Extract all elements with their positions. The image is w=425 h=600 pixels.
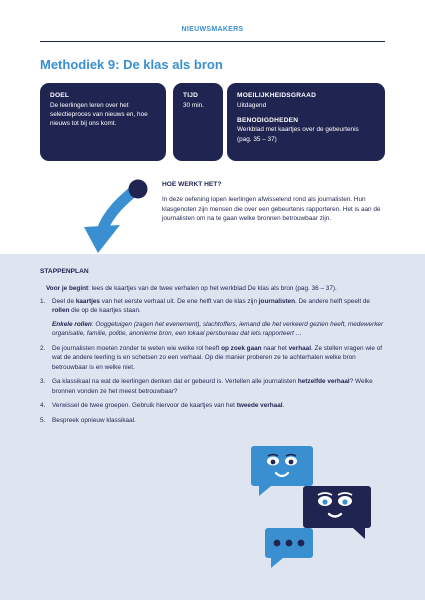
step-text: Deel de <box>52 298 76 305</box>
difficulty-value: Uitdagend <box>237 101 267 109</box>
step-text: ? Welke bronnen vonden ze het meest betrouwbaar? <box>52 378 373 395</box>
step-text: De journalisten moeten zonder te weten wie welke rol heeft <box>52 344 222 352</box>
roles-note <box>52 320 385 339</box>
goal-label: DOEL <box>50 92 70 99</box>
goal-card <box>40 83 166 161</box>
how-title: HOE WERKT HET? <box>162 181 222 188</box>
step-number: 4. <box>40 402 46 410</box>
step-text: . Ze stellen vragen wie of wat de andere leerling is en schetsen zo een verhaal. Op die manier proberen ze te achterhalen welke bron betrouwbaar is en welke niet. <box>52 344 383 371</box>
materials-label: BENODIGDHEDEN <box>237 116 299 124</box>
list-item <box>40 344 385 372</box>
step-number: 1. <box>40 298 46 305</box>
roles-text: : Ooggetuigen (zagen het evenement), slachtoffers, iemand die het verkeerd gezien heeft, medewerker organisatie, familie, politie, anonieme bron, een lokaal persbureau dat iets rapporteert … <box>52 320 384 338</box>
step-text: van het eerste verhaal uit. De ene helft van de klas zijn <box>99 298 259 305</box>
step-text: Bespreek opnieuw klassikaal. <box>52 416 136 424</box>
step-number: 5. <box>40 416 46 424</box>
list-item <box>40 416 385 425</box>
step-text: die op de kaartjes staan. <box>69 307 141 315</box>
step-number: 2. <box>40 344 46 352</box>
difficulty-label: MOEILIJKHEIDSGRAAD <box>237 92 317 99</box>
step-bold: kaartjes <box>75 298 100 305</box>
list-item <box>40 401 385 410</box>
how-text: In deze oefening lopen leerlingen afwisselend rond als journalisten. Hun klasgenoten zijn mensen die over een gebeurtenis rapporteren. Het is aan de journalisten om na te gaan welke bronnen betrouwbaar zijn. <box>162 196 381 223</box>
time-label: TIJD <box>183 92 199 99</box>
step-text: . De andere helft speelt de <box>295 298 370 305</box>
difficulty-card <box>227 83 385 161</box>
section-header: NIEUWSMAKERS <box>181 26 244 33</box>
time-text: 30 min. <box>183 101 204 109</box>
step-number: 3. <box>40 378 46 386</box>
speech-bubbles-faces-icon <box>245 440 385 580</box>
time-card <box>173 83 223 161</box>
materials-text: Werkblad met kaartjes over de gebeurtenis (pag. 35 – 37) <box>237 126 359 143</box>
roles-label: Enkele rollen <box>52 320 92 328</box>
step-bold: op zoek gaan <box>221 344 262 352</box>
step-text: . <box>282 402 285 410</box>
curved-arrow-icon <box>78 175 168 257</box>
steps-list <box>40 297 385 430</box>
step-text: Ga klassikaal na wat de leerlingen denken dat er gebeurd is. Vertellen alle journalisten <box>52 378 298 386</box>
step-bold: tweede verhaal <box>236 402 283 410</box>
page-title: Methodiek 9: De klas als bron <box>40 57 223 72</box>
list-item <box>40 377 385 396</box>
step-bold: journalisten <box>258 298 296 305</box>
step-bold: hetzelfde verhaal <box>297 378 350 386</box>
steps-intro <box>46 284 386 293</box>
step-bold: verhaal <box>288 344 311 352</box>
steps-title: STAPPENPLAN <box>40 268 89 275</box>
intro-bold: Voor je begint <box>46 285 89 292</box>
intro-text: : lees de kaartjes van de twee verhalen op het werkblad De klas als bron (pag. 36 – 37). <box>88 285 337 292</box>
step-bold: rollen <box>52 307 70 315</box>
header-divider <box>40 41 385 42</box>
step-text: naar het <box>261 344 289 352</box>
step-text: Verwissel de twee groepen. Gebruik hiervoor de kaartjes van het <box>52 402 237 410</box>
list-item <box>40 297 385 339</box>
goal-text: De leerlingen leren over het selectieproces van nieuws en, hoe nieuws tot bij ons komt. <box>50 101 148 128</box>
